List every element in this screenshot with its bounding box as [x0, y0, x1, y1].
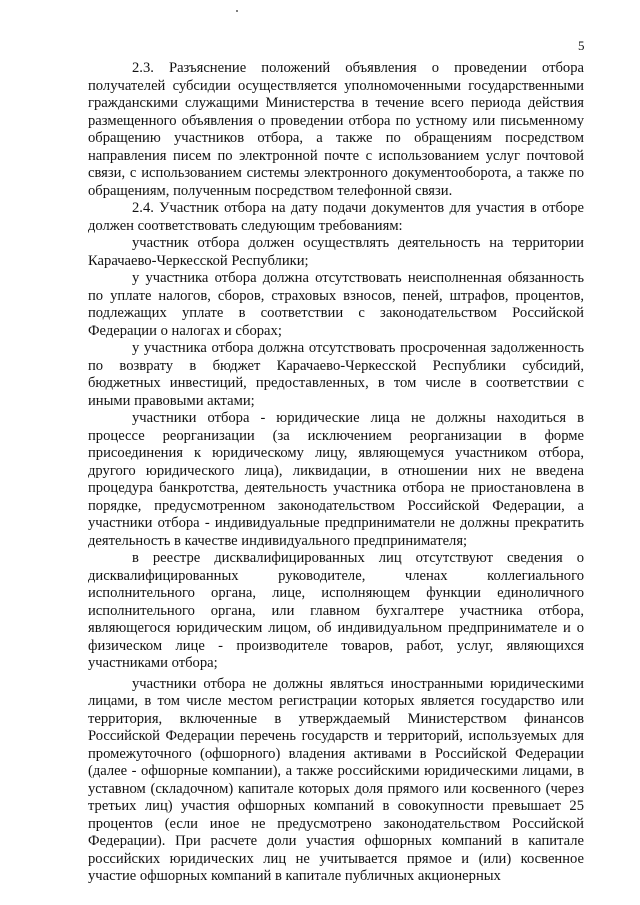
document-body — [88, 60, 584, 886]
scan-speck — [236, 10, 238, 12]
requirement-offshore: участники отбора не должны являться иностранными юридическими лицами, в том числе местом регистрации которых является государство или территория, включенные в утверждаемый Министерством финансов Российской Федерации перечень государств и территорий, используемых для промежуточного (офшорного) владения активами в Российской Федерации (далее - офшорные компании), а также российскими юридическими лицами, в уставном (складочном) капитале которых доля прямого или косвенного (через третьих лиц) участия офшорных компаний в совокупности превышает 25 процентов (если иное не предусмотрено законодательством Российской Федерации). При расчете доли участия офшорных компаний в капитале российских юридических лиц не учитывается прямое и (или) косвенное участие офшорных компаний в капитале публичных акционерных — [88, 675, 584, 884]
paragraph-2-4: 2.4. Участник отбора на дату подачи документов для участия в отборе должен соответствовать следующим требованиям: — [88, 200, 584, 234]
requirement-overdue-debt: у участника отбора должна отсутствовать просроченная задолженность по возврату в бюджет Карачаево-Черкесской Республики субсидий, бюджетных инвестиций, предоставленных, в том числе в соответствии с иными правовыми актами; — [88, 340, 584, 409]
paragraph-2-3: 2.3. Разъяснение положений объявления о проведении отбора получателей субсидии осуществляется уполномоченными государственными гражданскими служащими Министерства в течение всего периода действия размещенного объявления о проведении отбора по устному или письменному обращению участников отбора, а также по обращениям посредством направления писем по электронной почте с использованием услуг почтовой связи, с использованием системы электронного документооборота, а также по обращениям, полученным посредством телефонной связи. — [88, 60, 584, 199]
requirement-territory: участник отбора должен осуществлять деятельность на территории Карачаево-Черкесской Республики; — [88, 235, 584, 269]
requirement-reorganization: участники отбора - юридические лица не должны находиться в процессе реорганизации (за исключением реорганизации в форме присоединения к юридическому лицу, являющемуся участником отбора, другого юридического лица), ликвидации, в отношении них не введена процедура банкротства, деятельность участника отбора не приостановлена в порядке, предусмотренном законодательством Российской Федерации, а участники отбора - индивидуальные предприниматели не должны прекратить деятельность в качестве индивидуального предпринимателя; — [88, 410, 584, 549]
requirement-disqualified-registry: в реестре дисквалифицированных лиц отсутствуют сведения о дисквалифицированных руководителе, членах коллегиального исполнительного органа, лице, исполняющем функции единоличного исполнительного органа, или главном бухгалтере участника отбора, являющегося юридическим лицом, об индивидуальном предпринимателе и о физическом лице - производителе товаров, работ, услуг, являющихся участниками отбора; — [88, 550, 584, 671]
requirement-tax-debt: у участника отбора должна отсутствовать неисполненная обязанность по уплате налогов, сборов, страховых взносов, пеней, штрафов, процентов, подлежащих уплате в соответствии с законодательством Российской Федерации о налогах и сборах; — [88, 270, 584, 339]
page-number: 5 — [578, 38, 585, 53]
